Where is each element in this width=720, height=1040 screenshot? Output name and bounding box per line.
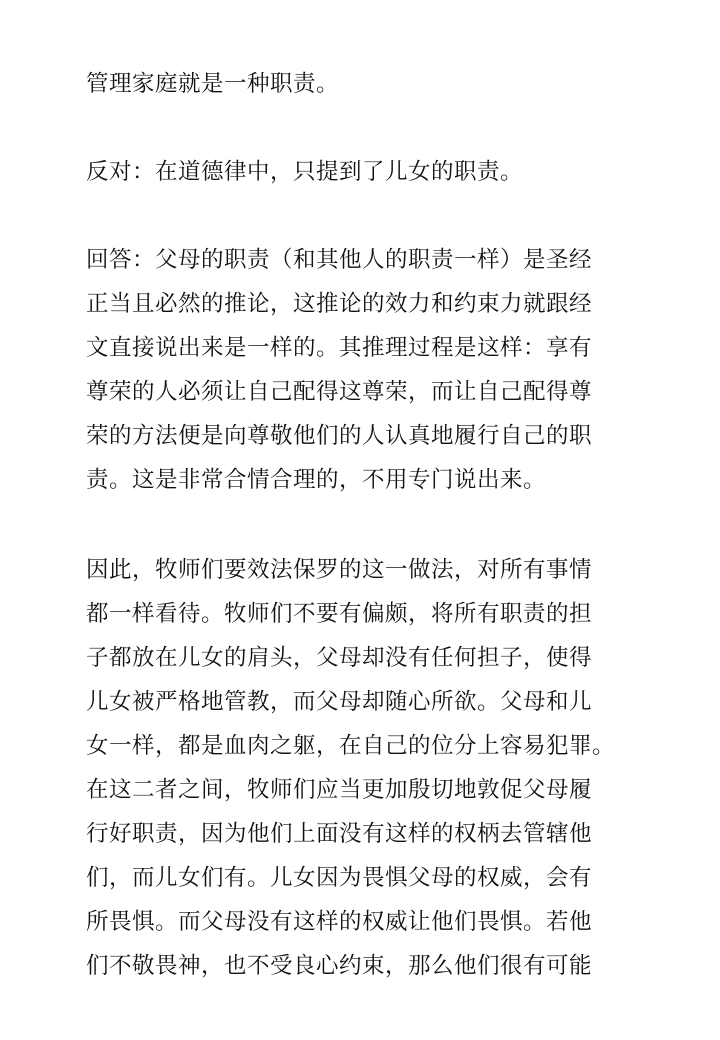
paragraph-gap — [86, 502, 646, 548]
paragraph-gap — [86, 106, 646, 150]
text-line: 子都放在儿女的肩头，父母却没有任何担子，使得 — [86, 645, 593, 671]
text-line: 们，而儿女们有。儿女因为畏惧父母的权威，会有 — [86, 865, 593, 891]
text-line: 女一样，都是血肉之躯，在自己的位分上容易犯罪。 — [86, 733, 616, 759]
text-line: 反对：在道德律中，只提到了儿女的职责。 — [86, 159, 524, 185]
text-line: 责。这是非常合情合理的，不用专门说出来。 — [86, 467, 547, 493]
document-page — [86, 62, 646, 988]
paragraph-gap — [86, 194, 646, 238]
text-line: 都一样看待。牧师们不要有偏颇，将所有职责的担 — [86, 601, 593, 627]
paragraph-objection — [86, 150, 646, 194]
text-line: 文直接说出来是一样的。其推理过程是这样：享有 — [86, 335, 593, 361]
text-line: 管理家庭就是一种职责。 — [86, 71, 340, 97]
text-line: 在这二者之间，牧师们应当更加殷切地敦促父母履 — [86, 777, 593, 803]
text-line: 因此，牧师们要效法保罗的这一做法，对所有事情 — [86, 557, 593, 583]
paragraph-therefore — [86, 548, 646, 988]
text-line: 们不敬畏神，也不受良心约束，那么他们很有可能 — [86, 953, 593, 979]
text-line: 荣的方法便是向尊敬他们的人认真地履行自己的职 — [86, 423, 593, 449]
text-line: 回答：父母的职责（和其他人的职责一样）是圣经 — [86, 247, 593, 273]
paragraph-family-duty — [86, 62, 646, 106]
text-line: 所畏惧。而父母没有这样的权威让他们畏惧。若他 — [86, 909, 593, 935]
text-line: 儿女被严格地管教，而父母却随心所欲。父母和儿 — [86, 689, 593, 715]
text-line: 正当且必然的推论，这推论的效力和约束力就跟经 — [86, 291, 593, 317]
text-line: 尊荣的人必须让自己配得这尊荣，而让自己配得尊 — [86, 379, 593, 405]
paragraph-answer — [86, 238, 646, 502]
text-line: 行好职责，因为他们上面没有这样的权柄去管辖他 — [86, 821, 593, 847]
